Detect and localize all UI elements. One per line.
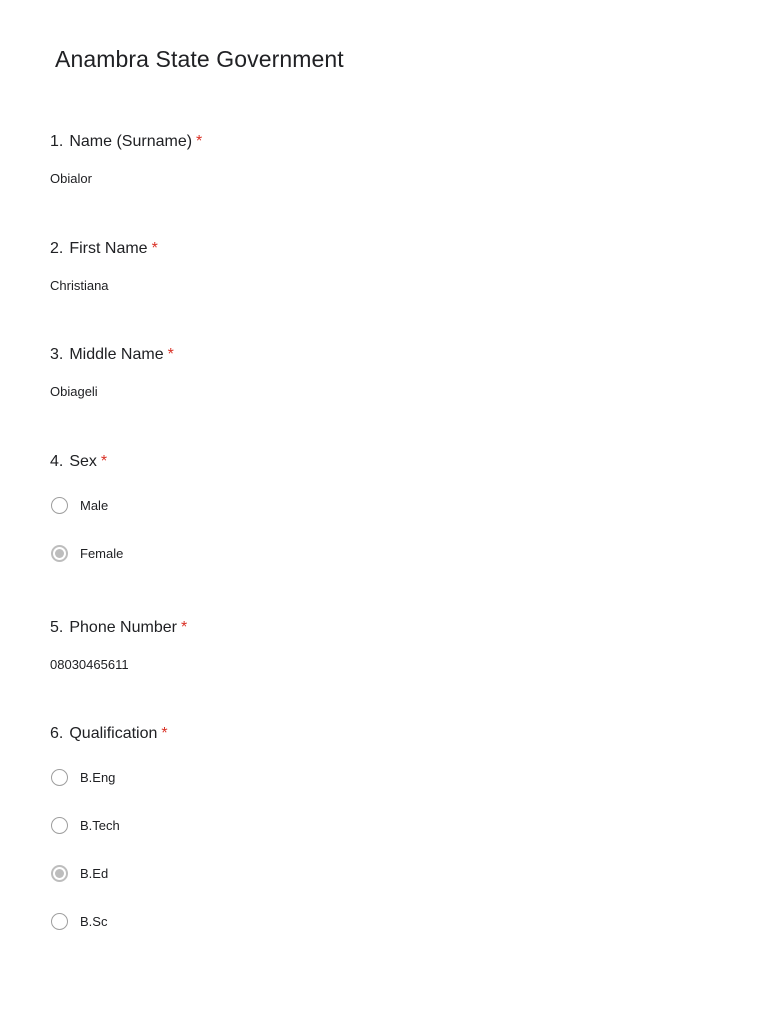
radio-option-female[interactable] [51,541,710,565]
question-number: 6. [50,725,64,742]
question-number: 5. [50,619,64,636]
required-asterisk: * [100,453,108,470]
required-asterisk: * [180,619,188,636]
radio-button[interactable] [51,817,68,834]
question-header [50,453,710,475]
required-asterisk: * [167,346,174,363]
question-qualification [50,725,710,933]
question-title: First Name [69,240,148,257]
radio-option-bsc[interactable] [51,909,710,933]
question-title: Phone Number [69,619,177,636]
question-header [50,725,710,747]
required-asterisk: * [196,133,203,150]
question-number: 4. [50,453,64,470]
question-phone-number [50,619,710,675]
question-number: 3. [50,346,64,363]
option-label: B.Ed [80,865,109,881]
question-title: Middle Name [69,346,164,363]
option-label: B.Eng [80,769,116,785]
required-asterisk: * [161,725,168,742]
question-header [50,619,710,641]
question-number: 1. [50,133,64,150]
radio-button[interactable] [51,545,68,562]
radio-button[interactable] [51,913,68,930]
radio-button[interactable] [51,497,68,514]
question-number: 2. [50,240,64,257]
question-middle-name [50,346,710,402]
radio-button[interactable] [51,769,68,786]
question-title: Qualification [69,725,158,742]
option-label: B.Tech [80,817,120,833]
question-header [50,346,710,368]
answer-first-name: Christiana [50,278,109,293]
option-label: Female [80,545,124,561]
question-title: Sex [69,453,97,470]
question-surname [50,133,710,189]
radio-option-btech[interactable] [51,813,710,837]
radio-option-bed[interactable] [51,861,710,885]
option-label: B.Sc [80,913,108,929]
radio-option-beng[interactable] [51,765,710,789]
form-title: Anambra State Government [55,46,344,72]
required-asterisk: * [151,240,158,257]
question-title: Name (Surname) [69,133,193,150]
answer-middle-name: Obiageli [50,384,98,399]
radio-option-male[interactable] [51,493,710,517]
radio-group-qualification [50,765,710,933]
option-label: Male [80,497,109,513]
radio-button[interactable] [51,865,68,882]
question-header [50,240,710,262]
answer-phone-number: 08030465611 [50,657,129,672]
answer-surname: Obialor [50,171,92,186]
question-header [50,133,710,155]
question-sex [50,453,710,565]
radio-group-sex [50,493,710,565]
question-first-name [50,240,710,296]
